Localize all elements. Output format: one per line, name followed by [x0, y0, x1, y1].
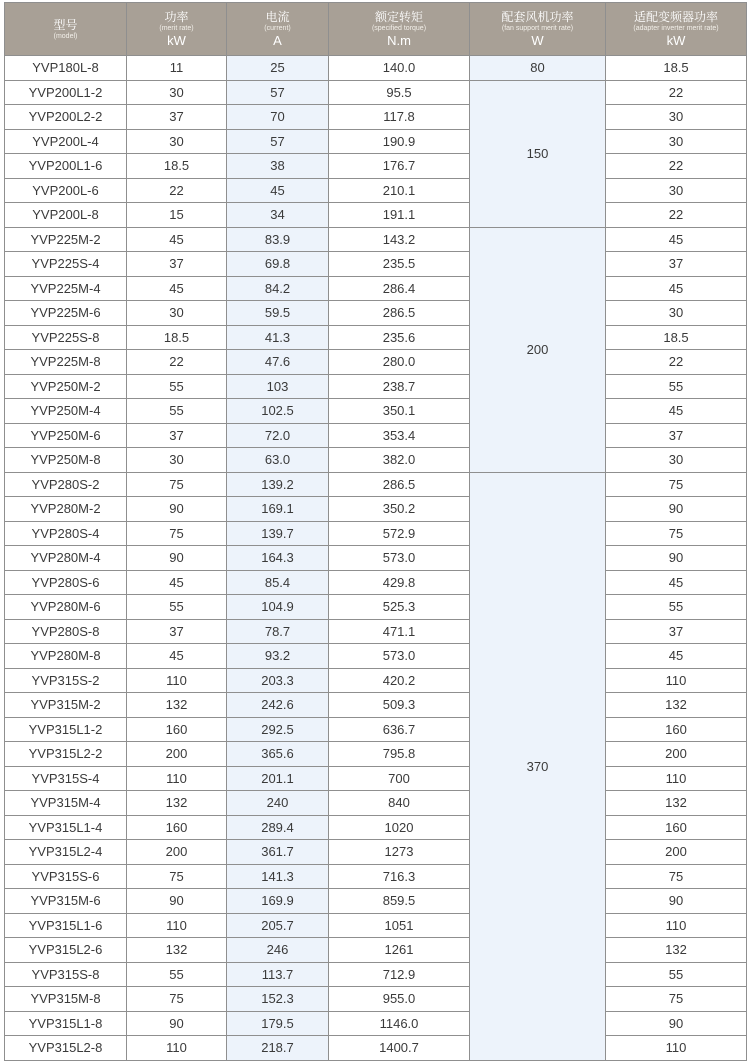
- header-unit-label: W: [531, 33, 544, 48]
- cell-torque: 1051: [329, 913, 470, 938]
- table-row: [5, 423, 747, 448]
- cell-torque: 190.9: [329, 129, 470, 154]
- cell-power: 30: [127, 80, 227, 105]
- cell-power: 37: [127, 105, 227, 130]
- cell-model: YVP315L1-6: [5, 913, 127, 938]
- table-row: [5, 497, 747, 522]
- cell-torque: 235.6: [329, 325, 470, 350]
- table-row: [5, 203, 747, 228]
- cell-current: 179.5: [227, 1011, 329, 1036]
- table-row: [5, 129, 747, 154]
- cell-torque: 286.5: [329, 472, 470, 497]
- table-row: [5, 766, 747, 791]
- cell-model: YVP315M-2: [5, 693, 127, 718]
- cell-power: 55: [127, 595, 227, 620]
- header-main-label: 配套风机功率: [501, 10, 574, 24]
- table-row: [5, 1011, 747, 1036]
- cell-current: 169.1: [227, 497, 329, 522]
- cell-power: 110: [127, 1036, 227, 1061]
- cell-inverter-power: 55: [606, 595, 747, 620]
- cell-inverter-power: 22: [606, 154, 747, 179]
- cell-current: 70: [227, 105, 329, 130]
- header-torque: [329, 3, 470, 56]
- cell-torque: 353.4: [329, 423, 470, 448]
- cell-inverter-power: 45: [606, 570, 747, 595]
- motor-spec-table: [4, 2, 747, 1061]
- cell-torque: 471.1: [329, 619, 470, 644]
- table-row: [5, 742, 747, 767]
- header-current: [227, 3, 329, 56]
- cell-current: 84.2: [227, 276, 329, 301]
- cell-current: 289.4: [227, 815, 329, 840]
- cell-inverter-power: 90: [606, 497, 747, 522]
- cell-model: YVP250M-4: [5, 399, 127, 424]
- table-row: [5, 938, 747, 963]
- cell-torque: 191.1: [329, 203, 470, 228]
- cell-power: 37: [127, 619, 227, 644]
- header-main-label: 电流: [265, 10, 290, 24]
- cell-current: 41.3: [227, 325, 329, 350]
- cell-current: 93.2: [227, 644, 329, 669]
- header-sub-label: (current): [264, 25, 291, 32]
- header-model: [5, 3, 127, 56]
- table-row: [5, 1036, 747, 1061]
- table-row: [5, 56, 747, 81]
- cell-current: 34: [227, 203, 329, 228]
- cell-power: 90: [127, 889, 227, 914]
- table-body: [5, 56, 747, 1061]
- header-fan-power: [470, 3, 606, 56]
- cell-model: YVP225M-2: [5, 227, 127, 252]
- cell-torque: 117.8: [329, 105, 470, 130]
- cell-current: 83.9: [227, 227, 329, 252]
- cell-current: 361.7: [227, 840, 329, 865]
- cell-fan-power: 200: [470, 227, 606, 472]
- cell-model: YVP315M-4: [5, 791, 127, 816]
- table-row: [5, 154, 747, 179]
- cell-current: 169.9: [227, 889, 329, 914]
- cell-model: YVP250M-6: [5, 423, 127, 448]
- cell-model: YVP280S-6: [5, 570, 127, 595]
- cell-power: 90: [127, 1011, 227, 1036]
- cell-power: 90: [127, 546, 227, 571]
- cell-inverter-power: 45: [606, 644, 747, 669]
- cell-model: YVP280M-2: [5, 497, 127, 522]
- cell-power: 90: [127, 497, 227, 522]
- cell-power: 200: [127, 840, 227, 865]
- cell-inverter-power: 30: [606, 448, 747, 473]
- cell-power: 45: [127, 276, 227, 301]
- cell-current: 152.3: [227, 987, 329, 1012]
- cell-torque: 795.8: [329, 742, 470, 767]
- cell-model: YVP315L1-4: [5, 815, 127, 840]
- cell-power: 37: [127, 423, 227, 448]
- cell-current: 201.1: [227, 766, 329, 791]
- table-row: [5, 889, 747, 914]
- cell-power: 110: [127, 766, 227, 791]
- cell-model: YVP225S-4: [5, 252, 127, 277]
- table-row: [5, 717, 747, 742]
- cell-torque: 636.7: [329, 717, 470, 742]
- cell-model: YVP315L2-8: [5, 1036, 127, 1061]
- cell-torque: 238.7: [329, 374, 470, 399]
- cell-inverter-power: 90: [606, 1011, 747, 1036]
- cell-inverter-power: 75: [606, 521, 747, 546]
- cell-torque: 1400.7: [329, 1036, 470, 1061]
- cell-torque: 286.5: [329, 301, 470, 326]
- cell-inverter-power: 37: [606, 252, 747, 277]
- cell-torque: 143.2: [329, 227, 470, 252]
- cell-torque: 572.9: [329, 521, 470, 546]
- cell-power: 45: [127, 570, 227, 595]
- cell-current: 57: [227, 80, 329, 105]
- cell-torque: 382.0: [329, 448, 470, 473]
- cell-torque: 712.9: [329, 962, 470, 987]
- cell-power: 55: [127, 399, 227, 424]
- cell-torque: 1020: [329, 815, 470, 840]
- table-row: [5, 301, 747, 326]
- cell-power: 55: [127, 962, 227, 987]
- table-row: [5, 350, 747, 375]
- table-row: [5, 962, 747, 987]
- cell-inverter-power: 30: [606, 178, 747, 203]
- cell-inverter-power: 45: [606, 399, 747, 424]
- cell-model: YVP225M-6: [5, 301, 127, 326]
- cell-torque: 1273: [329, 840, 470, 865]
- table-row: [5, 521, 747, 546]
- header-sub-label: (specified torque): [371, 25, 427, 32]
- cell-current: 365.6: [227, 742, 329, 767]
- cell-inverter-power: 110: [606, 668, 747, 693]
- cell-current: 72.0: [227, 423, 329, 448]
- cell-fan-power: 80: [470, 56, 606, 81]
- cell-current: 103: [227, 374, 329, 399]
- cell-power: 22: [127, 178, 227, 203]
- cell-inverter-power: 45: [606, 227, 747, 252]
- cell-inverter-power: 18.5: [606, 325, 747, 350]
- header-main-label: 型号: [53, 17, 78, 32]
- cell-model: YVP280M-4: [5, 546, 127, 571]
- header-unit-label: A: [273, 33, 282, 48]
- cell-model: YVP200L1-6: [5, 154, 127, 179]
- cell-model: YVP200L2-2: [5, 105, 127, 130]
- cell-power: 160: [127, 717, 227, 742]
- cell-inverter-power: 90: [606, 889, 747, 914]
- cell-model: YVP315L2-2: [5, 742, 127, 767]
- cell-current: 139.7: [227, 521, 329, 546]
- cell-fan-power: 150: [470, 80, 606, 227]
- cell-inverter-power: 75: [606, 987, 747, 1012]
- cell-inverter-power: 110: [606, 913, 747, 938]
- cell-model: YVP200L-4: [5, 129, 127, 154]
- cell-power: 22: [127, 350, 227, 375]
- cell-power: 15: [127, 203, 227, 228]
- cell-inverter-power: 132: [606, 938, 747, 963]
- table-row: [5, 840, 747, 865]
- header-sub-label: (adapter inverter merit rate): [633, 25, 719, 32]
- cell-power: 110: [127, 668, 227, 693]
- cell-current: 25: [227, 56, 329, 81]
- table-row: [5, 374, 747, 399]
- cell-model: YVP315S-6: [5, 864, 127, 889]
- cell-inverter-power: 45: [606, 276, 747, 301]
- table-row: [5, 399, 747, 424]
- header-row: [5, 3, 747, 56]
- cell-current: 141.3: [227, 864, 329, 889]
- cell-current: 38: [227, 154, 329, 179]
- cell-current: 240: [227, 791, 329, 816]
- cell-torque: 509.3: [329, 693, 470, 718]
- header-unit-label: N.m: [387, 33, 411, 48]
- cell-inverter-power: 132: [606, 693, 747, 718]
- header-unit-label: kW: [167, 33, 186, 48]
- cell-model: YVP280S-2: [5, 472, 127, 497]
- cell-power: 30: [127, 448, 227, 473]
- cell-inverter-power: 55: [606, 962, 747, 987]
- cell-torque: 176.7: [329, 154, 470, 179]
- table-row: [5, 815, 747, 840]
- cell-power: 75: [127, 864, 227, 889]
- cell-model: YVP200L-8: [5, 203, 127, 228]
- cell-torque: 573.0: [329, 546, 470, 571]
- cell-power: 18.5: [127, 325, 227, 350]
- cell-model: YVP250M-2: [5, 374, 127, 399]
- cell-power: 11: [127, 56, 227, 81]
- table-row: [5, 595, 747, 620]
- cell-torque: 859.5: [329, 889, 470, 914]
- cell-inverter-power: 200: [606, 742, 747, 767]
- cell-current: 63.0: [227, 448, 329, 473]
- header-sub-label: (fan support merit rate): [501, 25, 574, 32]
- cell-power: 132: [127, 791, 227, 816]
- cell-torque: 700: [329, 766, 470, 791]
- cell-torque: 716.3: [329, 864, 470, 889]
- cell-power: 132: [127, 938, 227, 963]
- cell-inverter-power: 30: [606, 105, 747, 130]
- cell-torque: 420.2: [329, 668, 470, 693]
- cell-torque: 350.1: [329, 399, 470, 424]
- cell-model: YVP200L1-2: [5, 80, 127, 105]
- cell-inverter-power: 200: [606, 840, 747, 865]
- cell-current: 164.3: [227, 546, 329, 571]
- cell-model: YVP280M-6: [5, 595, 127, 620]
- header-sub-label: (merit rate): [159, 25, 194, 32]
- header-power: [127, 3, 227, 56]
- cell-torque: 350.2: [329, 497, 470, 522]
- table-row: [5, 178, 747, 203]
- table-row: [5, 105, 747, 130]
- cell-torque: 525.3: [329, 595, 470, 620]
- cell-torque: 840: [329, 791, 470, 816]
- cell-current: 78.7: [227, 619, 329, 644]
- table-row: [5, 570, 747, 595]
- header-unit-label: kW: [666, 33, 686, 48]
- cell-torque: 429.8: [329, 570, 470, 595]
- header-inverter-power: [606, 3, 747, 56]
- cell-power: 55: [127, 374, 227, 399]
- cell-torque: 1146.0: [329, 1011, 470, 1036]
- cell-inverter-power: 22: [606, 350, 747, 375]
- cell-current: 69.8: [227, 252, 329, 277]
- cell-model: YVP315L2-4: [5, 840, 127, 865]
- cell-inverter-power: 18.5: [606, 56, 747, 81]
- table-row: [5, 913, 747, 938]
- cell-model: YVP315S-2: [5, 668, 127, 693]
- cell-torque: 955.0: [329, 987, 470, 1012]
- cell-inverter-power: 55: [606, 374, 747, 399]
- table-row: [5, 693, 747, 718]
- cell-inverter-power: 22: [606, 80, 747, 105]
- cell-model: YVP315L1-2: [5, 717, 127, 742]
- header-main-label: 额定转矩: [374, 10, 423, 24]
- cell-current: 102.5: [227, 399, 329, 424]
- cell-inverter-power: 90: [606, 546, 747, 571]
- cell-current: 45: [227, 178, 329, 203]
- cell-model: YVP200L-6: [5, 178, 127, 203]
- cell-current: 57: [227, 129, 329, 154]
- cell-inverter-power: 160: [606, 717, 747, 742]
- cell-model: YVP280S-4: [5, 521, 127, 546]
- table-row: [5, 276, 747, 301]
- cell-power: 132: [127, 693, 227, 718]
- cell-current: 205.7: [227, 913, 329, 938]
- cell-inverter-power: 30: [606, 129, 747, 154]
- cell-torque: 280.0: [329, 350, 470, 375]
- cell-current: 218.7: [227, 1036, 329, 1061]
- cell-model: YVP315L1-8: [5, 1011, 127, 1036]
- cell-model: YVP315M-8: [5, 987, 127, 1012]
- cell-current: 203.3: [227, 668, 329, 693]
- cell-power: 75: [127, 987, 227, 1012]
- cell-model: YVP315S-4: [5, 766, 127, 791]
- cell-current: 85.4: [227, 570, 329, 595]
- cell-inverter-power: 22: [606, 203, 747, 228]
- cell-power: 45: [127, 227, 227, 252]
- cell-model: YVP315M-6: [5, 889, 127, 914]
- cell-inverter-power: 160: [606, 815, 747, 840]
- table-row: [5, 80, 747, 105]
- cell-model: YVP225M-8: [5, 350, 127, 375]
- table-row: [5, 987, 747, 1012]
- cell-current: 139.2: [227, 472, 329, 497]
- cell-fan-power: 370: [470, 472, 606, 1060]
- table-row: [5, 791, 747, 816]
- cell-model: YVP225S-8: [5, 325, 127, 350]
- cell-model: YVP315L2-6: [5, 938, 127, 963]
- cell-power: 75: [127, 521, 227, 546]
- table-row: [5, 864, 747, 889]
- cell-inverter-power: 75: [606, 864, 747, 889]
- cell-power: 110: [127, 913, 227, 938]
- cell-inverter-power: 132: [606, 791, 747, 816]
- table-row: [5, 619, 747, 644]
- cell-torque: 140.0: [329, 56, 470, 81]
- cell-torque: 235.5: [329, 252, 470, 277]
- cell-model: YVP280M-8: [5, 644, 127, 669]
- cell-power: 37: [127, 252, 227, 277]
- cell-inverter-power: 37: [606, 619, 747, 644]
- table-row: [5, 472, 747, 497]
- table-row: [5, 546, 747, 571]
- cell-model: YVP250M-8: [5, 448, 127, 473]
- cell-inverter-power: 37: [606, 423, 747, 448]
- cell-torque: 95.5: [329, 80, 470, 105]
- cell-model: YVP280S-8: [5, 619, 127, 644]
- cell-current: 47.6: [227, 350, 329, 375]
- cell-power: 30: [127, 129, 227, 154]
- table-row: [5, 227, 747, 252]
- cell-inverter-power: 110: [606, 1036, 747, 1061]
- cell-power: 160: [127, 815, 227, 840]
- cell-inverter-power: 30: [606, 301, 747, 326]
- table-row: [5, 252, 747, 277]
- cell-power: 30: [127, 301, 227, 326]
- cell-torque: 210.1: [329, 178, 470, 203]
- cell-power: 75: [127, 472, 227, 497]
- cell-current: 246: [227, 938, 329, 963]
- table-row: [5, 668, 747, 693]
- cell-torque: 1261: [329, 938, 470, 963]
- cell-model: YVP315S-8: [5, 962, 127, 987]
- cell-current: 59.5: [227, 301, 329, 326]
- cell-power: 200: [127, 742, 227, 767]
- cell-power: 18.5: [127, 154, 227, 179]
- cell-inverter-power: 110: [606, 766, 747, 791]
- cell-current: 242.6: [227, 693, 329, 718]
- cell-current: 104.9: [227, 595, 329, 620]
- cell-current: 292.5: [227, 717, 329, 742]
- cell-torque: 573.0: [329, 644, 470, 669]
- cell-torque: 286.4: [329, 276, 470, 301]
- table-row: [5, 325, 747, 350]
- header-main-label: 功率: [164, 10, 189, 24]
- cell-model: YVP225M-4: [5, 276, 127, 301]
- header-main-label: 适配变频器功率: [633, 10, 718, 24]
- cell-current: 113.7: [227, 962, 329, 987]
- table-row: [5, 448, 747, 473]
- cell-power: 45: [127, 644, 227, 669]
- cell-inverter-power: 75: [606, 472, 747, 497]
- cell-model: YVP180L-8: [5, 56, 127, 81]
- table-row: [5, 644, 747, 669]
- header-sub-label: (model): [53, 32, 78, 40]
